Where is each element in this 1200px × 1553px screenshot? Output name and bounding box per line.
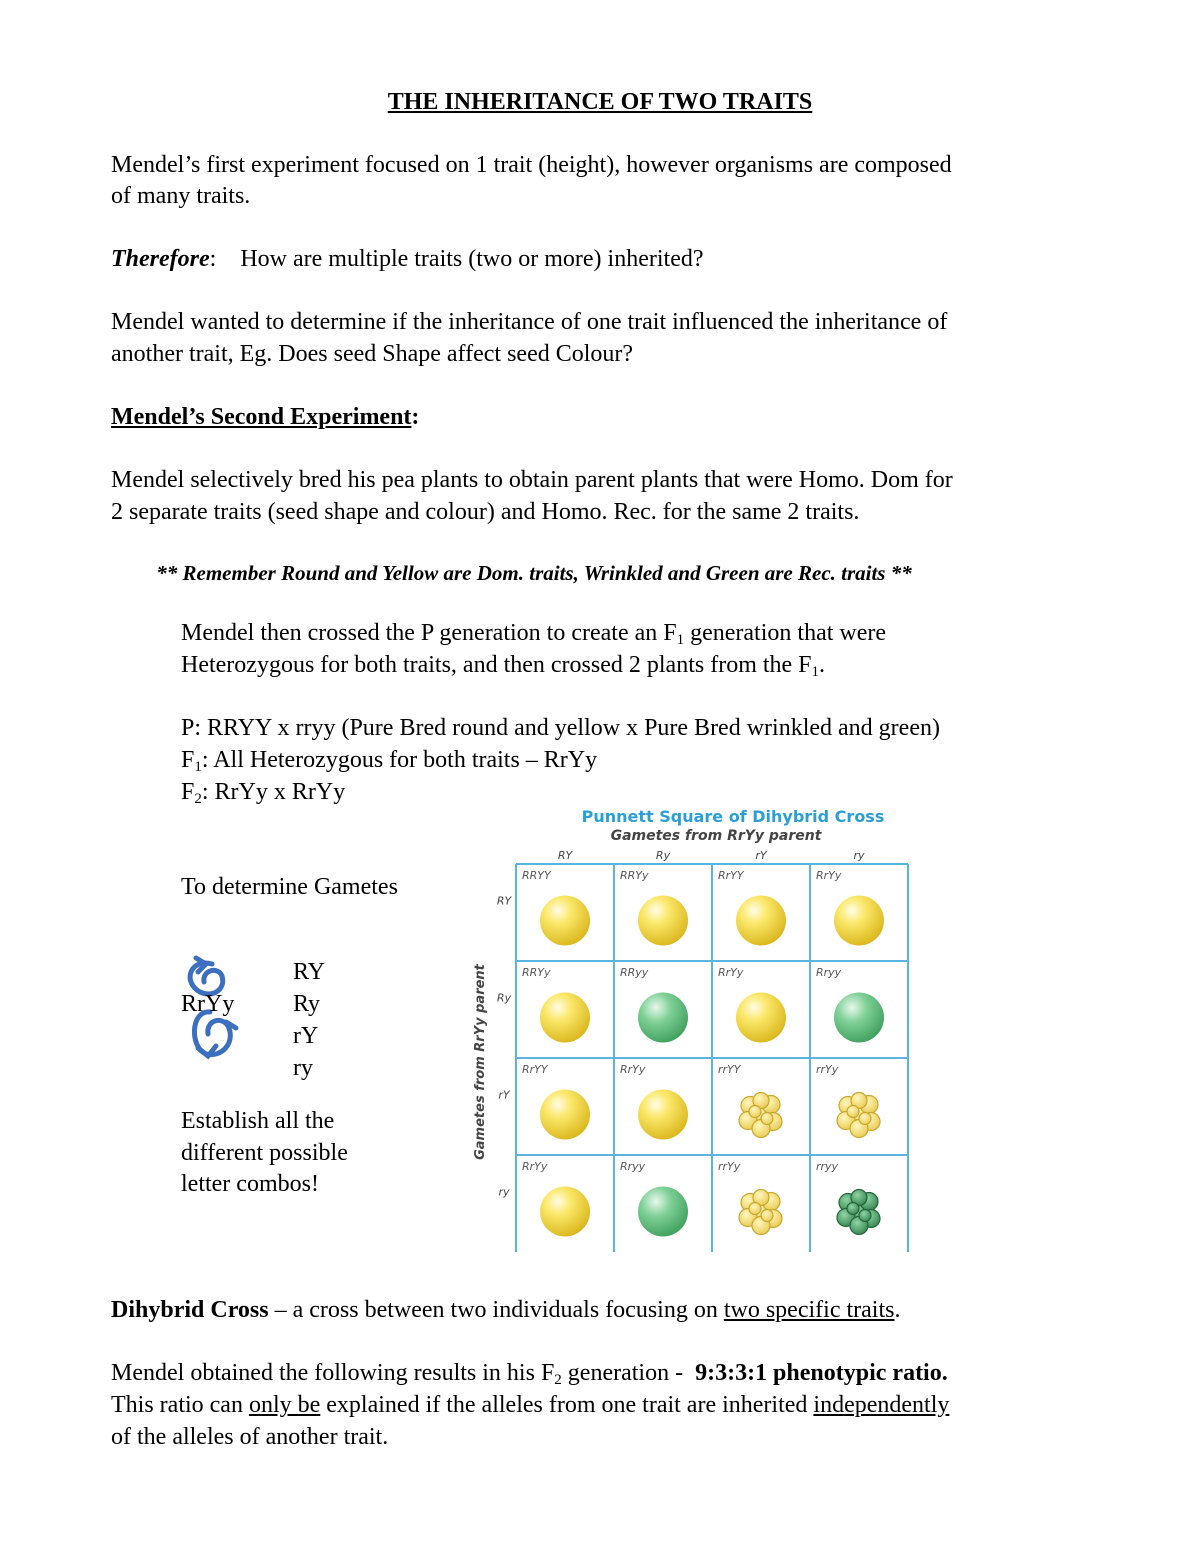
yellow-round-pea-icon [834,896,884,946]
punnett-cell-genotype: RrYY [718,869,744,882]
punnett-cell-genotype: RrYy [718,966,744,979]
intro-line-1: Mendel’s first experiment focused on 1 trait (height), however organisms are composed [111,152,952,178]
results-line-1-mid: generation - [561,1360,696,1386]
punnett-side-label: Gametes from RrYy parent [473,964,488,1160]
f2-text: : RrYy x RrYy [201,779,346,805]
yellow-round-pea-icon [736,896,786,946]
f1-subscript: 1 [676,632,685,648]
punnett-row-gamete: rY [498,1088,510,1102]
gamete-item: rY [293,1023,319,1049]
crossed-line-2 [181,649,825,681]
p-generation: P: RRYY x rryy (Pure Bred round and yellow x Pure Bred wrinkled and green) [181,715,940,741]
establish-line-1: Establish all the [181,1108,335,1134]
second-experiment-heading-colon: : [411,404,420,430]
punnett-cell-genotype: RRYY [522,869,551,882]
f1-subscript: 1 [194,759,202,775]
punnett-cell-genotype: rrYy [718,1160,741,1173]
independently-underlined: independently [813,1392,950,1418]
crossed-line-2-end: . [819,652,826,678]
green-round-pea-icon [638,993,688,1043]
punnett-cell-genotype: RrYy [816,869,842,882]
yellow-round-pea-icon [638,896,688,946]
wanted-line-1: Mendel wanted to determine if the inheritance of one trait influenced the inheritance of [111,309,948,335]
results-line-1 [111,1357,948,1389]
crossed-line-1-text: Mendel then crossed the P generation to create an F [181,620,677,646]
gametes-heading: To determine Gametes [181,874,398,900]
results-line-3: of the alleles of another trait. [111,1424,389,1450]
gamete-item: Ry [293,991,321,1017]
f1-generation [181,744,597,776]
dihybrid-dash: – a cross between two individuals focusing on [268,1297,724,1323]
yellow-round-pea-icon [540,1187,590,1237]
yellow-round-pea-icon [540,1090,590,1140]
green-wrinkled-pea-icon [837,1190,880,1235]
punnett-cell-genotype: RrYY [522,1063,548,1076]
page-title: THE INHERITANCE OF TWO TRAITS [387,89,813,115]
yellow-round-pea-icon [540,896,590,946]
punnett-cell-genotype: Rryy [620,1160,646,1173]
yellow-round-pea-icon [638,1090,688,1140]
crossed-line-1-end: generation that were [684,620,887,646]
dihybrid-definition [111,1294,900,1326]
wanted-line-2: another trait, Eg. Does seed Shape affect seed Colour? [111,341,634,367]
yellow-wrinkled-pea-icon [739,1190,782,1235]
dihybrid-end: . [894,1297,901,1323]
results-line-2-text: This ratio can [111,1392,249,1418]
bred-line-1: Mendel selectively bred his pea plants to obtain parent plants that were Homo. Dom for [111,467,953,493]
punnett-cell-genotype: RrYy [620,1063,646,1076]
yellow-round-pea-icon [540,993,590,1043]
punnett-row-gamete: RY [496,894,512,908]
yellow-wrinkled-pea-icon [837,1093,880,1138]
punnett-square-figure [460,800,930,1252]
punnett-col-gamete: Ry [655,849,671,862]
f2-subscript: 2 [554,1372,562,1388]
punnett-cell-genotype: RrYy [522,1160,548,1173]
results-line-2-mid: explained if the alleles from one trait are inherited [320,1392,814,1418]
therefore-line [111,243,704,275]
punnett-row-gamete: Ry [496,991,512,1005]
results-line-1-text: Mendel obtained the following results in his F [111,1360,555,1386]
f2-subscript: 2 [194,791,202,807]
dihybrid-underlined: two specific traits [723,1297,895,1323]
punnett-cell-genotype: RRyy [620,966,649,979]
results-line-2 [111,1389,949,1421]
f1-subscript: 1 [811,664,820,680]
establish-line-3: letter combos! [181,1171,319,1197]
second-experiment-heading [111,401,419,433]
gamete-parent-genotype: RrYy [181,991,235,1017]
punnett-title: Punnett Square of Dihybrid Cross [581,807,885,826]
phenotypic-ratio: 9:3:3:1 phenotypic ratio. [695,1360,948,1386]
green-round-pea-icon [834,993,884,1043]
punnett-cell-genotype: Rryy [816,966,842,979]
f2-generation [181,776,345,808]
crossed-line-2-text: Heterozygous for both traits, and then crossed 2 plants from the F [181,652,812,678]
gamete-item: ry [293,1055,313,1081]
punnett-cell-genotype: RRYy [620,869,649,882]
green-round-pea-icon [638,1187,688,1237]
therefore-question: How are multiple traits (two or more) inherited? [240,246,704,272]
yellow-round-pea-icon [736,993,786,1043]
punnett-col-gamete: ry [853,849,865,862]
punnett-row-gamete: ry [498,1185,510,1199]
punnett-cell-genotype: rrYy [816,1063,839,1076]
punnett-top-label: Gametes from RrYy parent [610,828,822,844]
intro-line-2: of many traits. [111,183,251,209]
punnett-col-gamete: rY [755,849,767,862]
f1-text: : All Heterozygous for both traits – RrYy [201,747,598,773]
yellow-wrinkled-pea-icon [739,1093,782,1138]
only-be-underlined: only be [248,1392,321,1418]
therefore-colon: : [209,246,217,272]
f2-letter: F [181,779,195,805]
crossed-line-1 [181,617,886,649]
f1-letter: F [181,747,195,773]
punnett-cell-genotype: RRYy [522,966,551,979]
gamete-item: RY [293,959,326,985]
dihybrid-term: Dihybrid Cross [111,1297,269,1323]
punnett-col-gamete: RY [557,849,573,862]
punnett-cell-genotype: rrYY [718,1063,741,1076]
remember-note: ** Remember Round and Yellow are Dom. traits, Wrinkled and Green are Rec. traits ** [156,561,912,585]
establish-line-2: different possible [181,1140,348,1166]
second-experiment-heading-text: Mendel’s Second Experiment [111,404,412,430]
bred-line-2: 2 separate traits (seed shape and colour) and Homo. Rec. for the same 2 traits. [111,499,860,525]
punnett-cell-genotype: rryy [816,1160,839,1173]
therefore-label: Therefore [111,246,210,272]
